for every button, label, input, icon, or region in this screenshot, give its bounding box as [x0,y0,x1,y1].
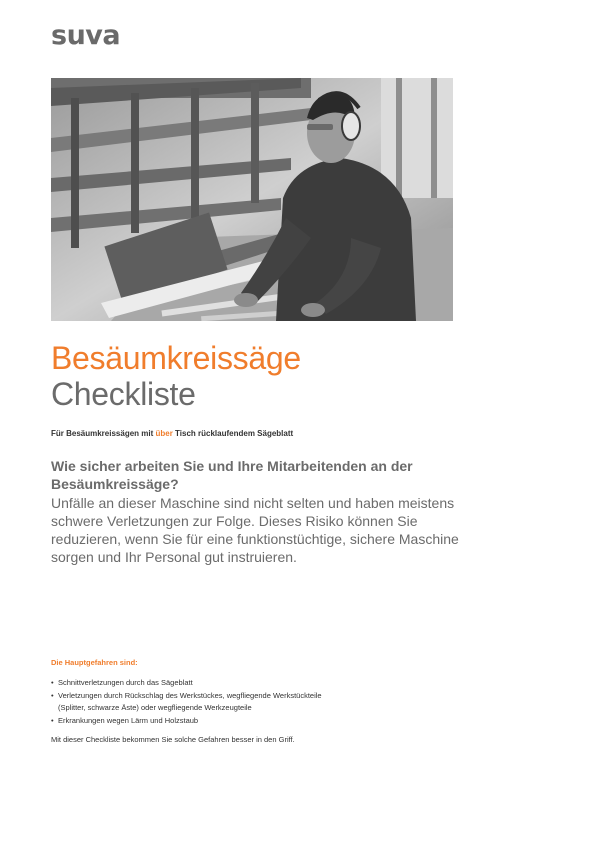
title-line-product: Besäumkreissäge [51,340,301,376]
hazard-item: • Verletzungen durch Rückschlag des Werkstückes, wegfliegende Werkstückteile [51,690,451,703]
hazard-item: • Schnittverletzungen durch das Sägeblatt [51,677,451,690]
hazards-heading: Die Hauptgefahren sind: [51,658,138,667]
hazard-item: • Erkrankungen wegen Lärm und Holzstaub [51,715,451,728]
intro-question: Wie sicher arbeiten Sie und Ihre Mitarbeitenden an der Besäumkreissäge? [51,458,413,492]
subtitle [51,429,293,438]
hazard-item-continuation: (Splitter, schwarze Äste) oder wegfliegende Werkzeugteile [58,703,252,712]
photo-illustration [51,78,453,321]
title-line-checklist: Checkliste [51,376,196,412]
suva-logo: suva [51,20,121,51]
page-title [51,340,301,412]
subtitle-highlight: über [155,429,173,438]
subtitle-before: Für Besäumkreissägen mit [51,429,156,438]
worker-at-edging-saw-photo [51,78,453,321]
intro-paragraph: Unfälle an dieser Maschine sind nicht selten und haben meistens schwere Verletzungen zur Folge. Dieses Risiko können Sie reduzieren, wenn Sie für eine funktionstüchtige, sichere Maschine sorgen und Ihr Personal gut instruieren. [51,495,459,565]
hazards-list [51,677,451,727]
subtitle-after: Tisch rücklaufendem Sägeblatt [172,429,294,438]
closing-text: Mit dieser Checkliste bekommen Sie solche Gefahren besser in den Griff. [51,735,295,744]
